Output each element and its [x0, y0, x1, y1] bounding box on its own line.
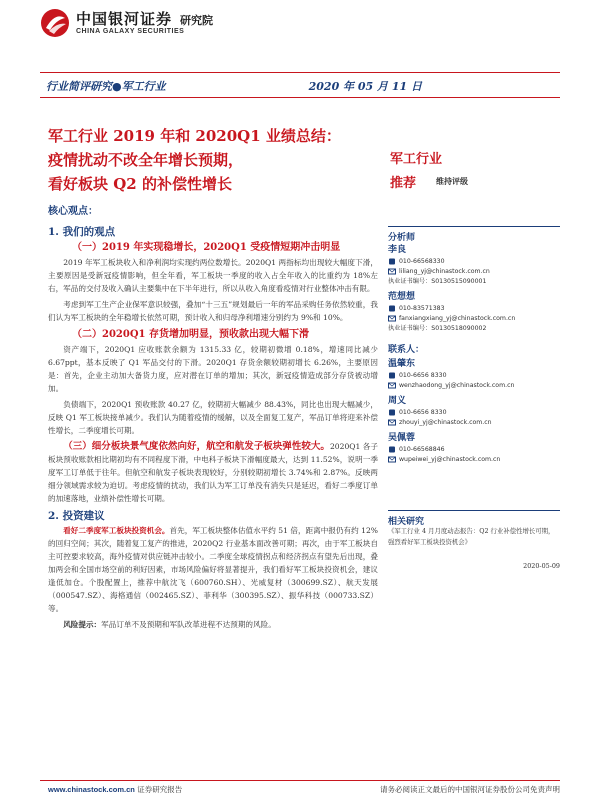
- related-research: [388, 510, 560, 570]
- email-icon: [388, 456, 396, 463]
- related-report-link[interactable]: 《军工行业 4 月月度动态报告：Q2 行业补偿性增长可期，强烈看好军工板块投资机会》: [388, 527, 555, 546]
- paragraph-6: [48, 524, 378, 615]
- contact-email[interactable]: wupeiwei_yj@chinastock.com.cn: [399, 456, 501, 463]
- contact-name: 温肇东: [388, 359, 416, 369]
- phone-icon: [388, 446, 396, 453]
- rating-recommendation: 推荐: [390, 176, 417, 191]
- analyst-name: 李良: [388, 245, 407, 255]
- analyst-cert: 执业证书编号：S0130518090002: [388, 325, 487, 332]
- analyst-email[interactable]: liliang_yj@chinastock.com.cn: [399, 268, 490, 275]
- risk-paragraph: [48, 618, 378, 631]
- paragraph-4: 负债端下，2020Q1 预收账款 40.27 亿，较期初大幅减少 88.43%，同比也出现大幅减少，反映 Q1 军工板块接单减少。我们认为随着疫情的缓解，以及全面复工复产，军品订单将迎来补偿性增长，二季度增长可期。: [48, 400, 378, 435]
- analyst-name: 范想想: [388, 292, 416, 302]
- contact-name: 吴佩蓉: [388, 433, 416, 443]
- brand-name-en: CHINA GALAXY SECURITIES: [76, 28, 185, 35]
- galaxy-logo-icon: [40, 8, 70, 38]
- contact-card: [388, 432, 560, 465]
- report-category: 行业简评研究●军工行业: [46, 80, 166, 93]
- paragraph-1: 2019 年军工板块收入和净利润均实现约两位数增长。2020Q1 两指标均出现较大幅度下滑，主要原因是受新冠疫情影响，但全年看，军工板块一季度的收入占全年收入的比重约为 18%左右，军品的交付及收入确认主要集中在下半年进行，所以从收入角度看疫情对行业整体冲击有限。: [48, 258, 378, 293]
- footer-disclaimer: 请务必阅读正文最后的中国银河证券股份公司免责声明: [380, 785, 560, 794]
- brand-name-cn: 中国银河证券: [76, 10, 173, 28]
- email-icon: [388, 419, 396, 426]
- footer-left: [48, 784, 182, 795]
- contact-name: 周义: [388, 396, 407, 406]
- paragraph-5-text: 2020Q1 各子板块预收账款相比期初均有不同程度下滑，中电科子板块下滑幅度最大，达到 11.52%，说明一季度军工订单低于往年。但航空和航发子板块表现较好，分别较期初增长 3.74%和 2.87%。反映两细分领域需求较为迫切。考虑疫情的扰动，我们认为军工订单没有消失只是延迟，看好二季度订单的加速落地，业绩补偿性增长可期。: [48, 442, 378, 503]
- analyst-sidebar: [388, 226, 560, 469]
- investment-highlight: 看好二季度军工板块投资机会。: [63, 526, 170, 535]
- subsection-title-2: （二）2020Q1 存货增加明显，预收款出现大幅下滑: [72, 329, 309, 340]
- core-label: 核心观点：: [48, 206, 98, 217]
- analyst-card: [388, 244, 560, 287]
- contact-phone: 010-6656 8330: [399, 372, 447, 379]
- rating-industry: 军工行业: [390, 152, 443, 167]
- footer-divider: [40, 780, 560, 781]
- phone-icon: [388, 305, 396, 312]
- contact-email[interactable]: wenzhaodong_yj@chinastock.com.cn: [399, 382, 515, 389]
- risk-label: 风险提示：: [63, 620, 102, 629]
- paragraph-2: 考虑到军工生产企业保军意识较强，叠加“十三五”规划最后一年的军品采购任务依然较重，我们认为军工板块的全年稳增长依然可期，预计收入和归母净利增速分别约为 9%和 10%。: [48, 300, 378, 322]
- report-date: 2020 年 05 月 11 日: [308, 80, 422, 93]
- report-title: [48, 124, 378, 196]
- related-header: 相关研究: [388, 510, 560, 526]
- related-date: 2020-05-09: [523, 562, 560, 570]
- rating-maintain: 维持评级: [436, 176, 468, 186]
- paragraph-5: [48, 440, 378, 505]
- email-icon: [388, 315, 396, 322]
- paragraph-3: 资产端下，2020Q1 应收账款余额为 1315.33 亿，较期初微增 0.18%，增速同比减少 6.67ppt，基本反映了 Q1 军品交付的下滑。2020Q1 存货余额较期初增长 6.26%，主要原因是：首先，企业主动加大备货力度，应对潜在订单的增加；其次，新冠疫情造成部分存货被动增加。: [48, 345, 378, 393]
- category-banner: [40, 72, 560, 98]
- contact-email[interactable]: zhouyi_yj@chinastock.com.cn: [399, 419, 492, 426]
- contact-phone: 010-66568846: [399, 446, 445, 453]
- email-icon: [388, 382, 396, 389]
- title-line-1: 军工行业 2019 年和 2020Q1 业绩总结：: [48, 127, 341, 145]
- section-title-views: 1. 我们的观点: [48, 226, 116, 238]
- title-line-3: 看好板块 Q2 的补偿性增长: [48, 175, 232, 193]
- main-content: [48, 224, 378, 634]
- section-title-investment: 2. 投资建议: [48, 510, 105, 522]
- subsection-title-3: （三）细分板块景气度依然向好，航空和航发子板块弹性较大。: [63, 441, 330, 452]
- phone-icon: [388, 409, 396, 416]
- subsection-title-1: （一）2019 年实现稳增长，2020Q1 受疫情短期冲击明显: [72, 242, 341, 253]
- contact-card: [388, 395, 560, 428]
- footer-site-link[interactable]: www.chinastock.com.cn: [48, 785, 135, 794]
- risk-text: 军品订单不及预期和军队改革进程不达预期的风险。: [101, 620, 276, 629]
- contact-card: [388, 358, 560, 391]
- analyst-header: 分析师: [388, 226, 560, 242]
- title-line-2: 疫情扰动不改全年增长预期，: [48, 151, 244, 169]
- phone-icon: [388, 372, 396, 379]
- contacts-header: 联系人：: [388, 345, 425, 355]
- analyst-card: [388, 291, 560, 334]
- footer-left-suffix: 证券研究报告: [134, 785, 183, 794]
- analyst-cert: 执业证书编号：S0130515090001: [388, 278, 487, 285]
- contact-phone: 010-6656 8330: [399, 409, 447, 416]
- analyst-phone: 010-83571383: [399, 305, 445, 312]
- brand-subtitle: 研究院: [180, 14, 213, 27]
- phone-icon: [388, 258, 396, 265]
- report-header: [0, 0, 600, 48]
- analyst-email[interactable]: fanxiangxiang_yj@chinastock.com.cn: [399, 315, 516, 322]
- email-icon: [388, 268, 396, 275]
- paragraph-6-text: 首先，军工板块整体估值水平约 51 倍，距离中报仍有约 12%的回归空间；其次，随着复工复产的推进，2020Q2 行业基本面改善可期；再次，由于军工板块自主可控要求较高，海外疫情对供应链冲击较小。二季度全球疫情拐点和经济拐点有望先后出现，叠加两会和全国市场空前的利好因素，市场风险偏好将显著提升，我们看好军工板块投资机会，建议逢低加仓。个股配置上，推荐中航沈飞（600760.SH）、光威复材（300699.SZ）、航天发展（000547.SZ）、海格通信（002465.SZ）、菲利华（300395.SZ）、振华科技（000733.SZ）等。: [48, 526, 379, 613]
- analyst-phone: 010-66568330: [399, 258, 445, 265]
